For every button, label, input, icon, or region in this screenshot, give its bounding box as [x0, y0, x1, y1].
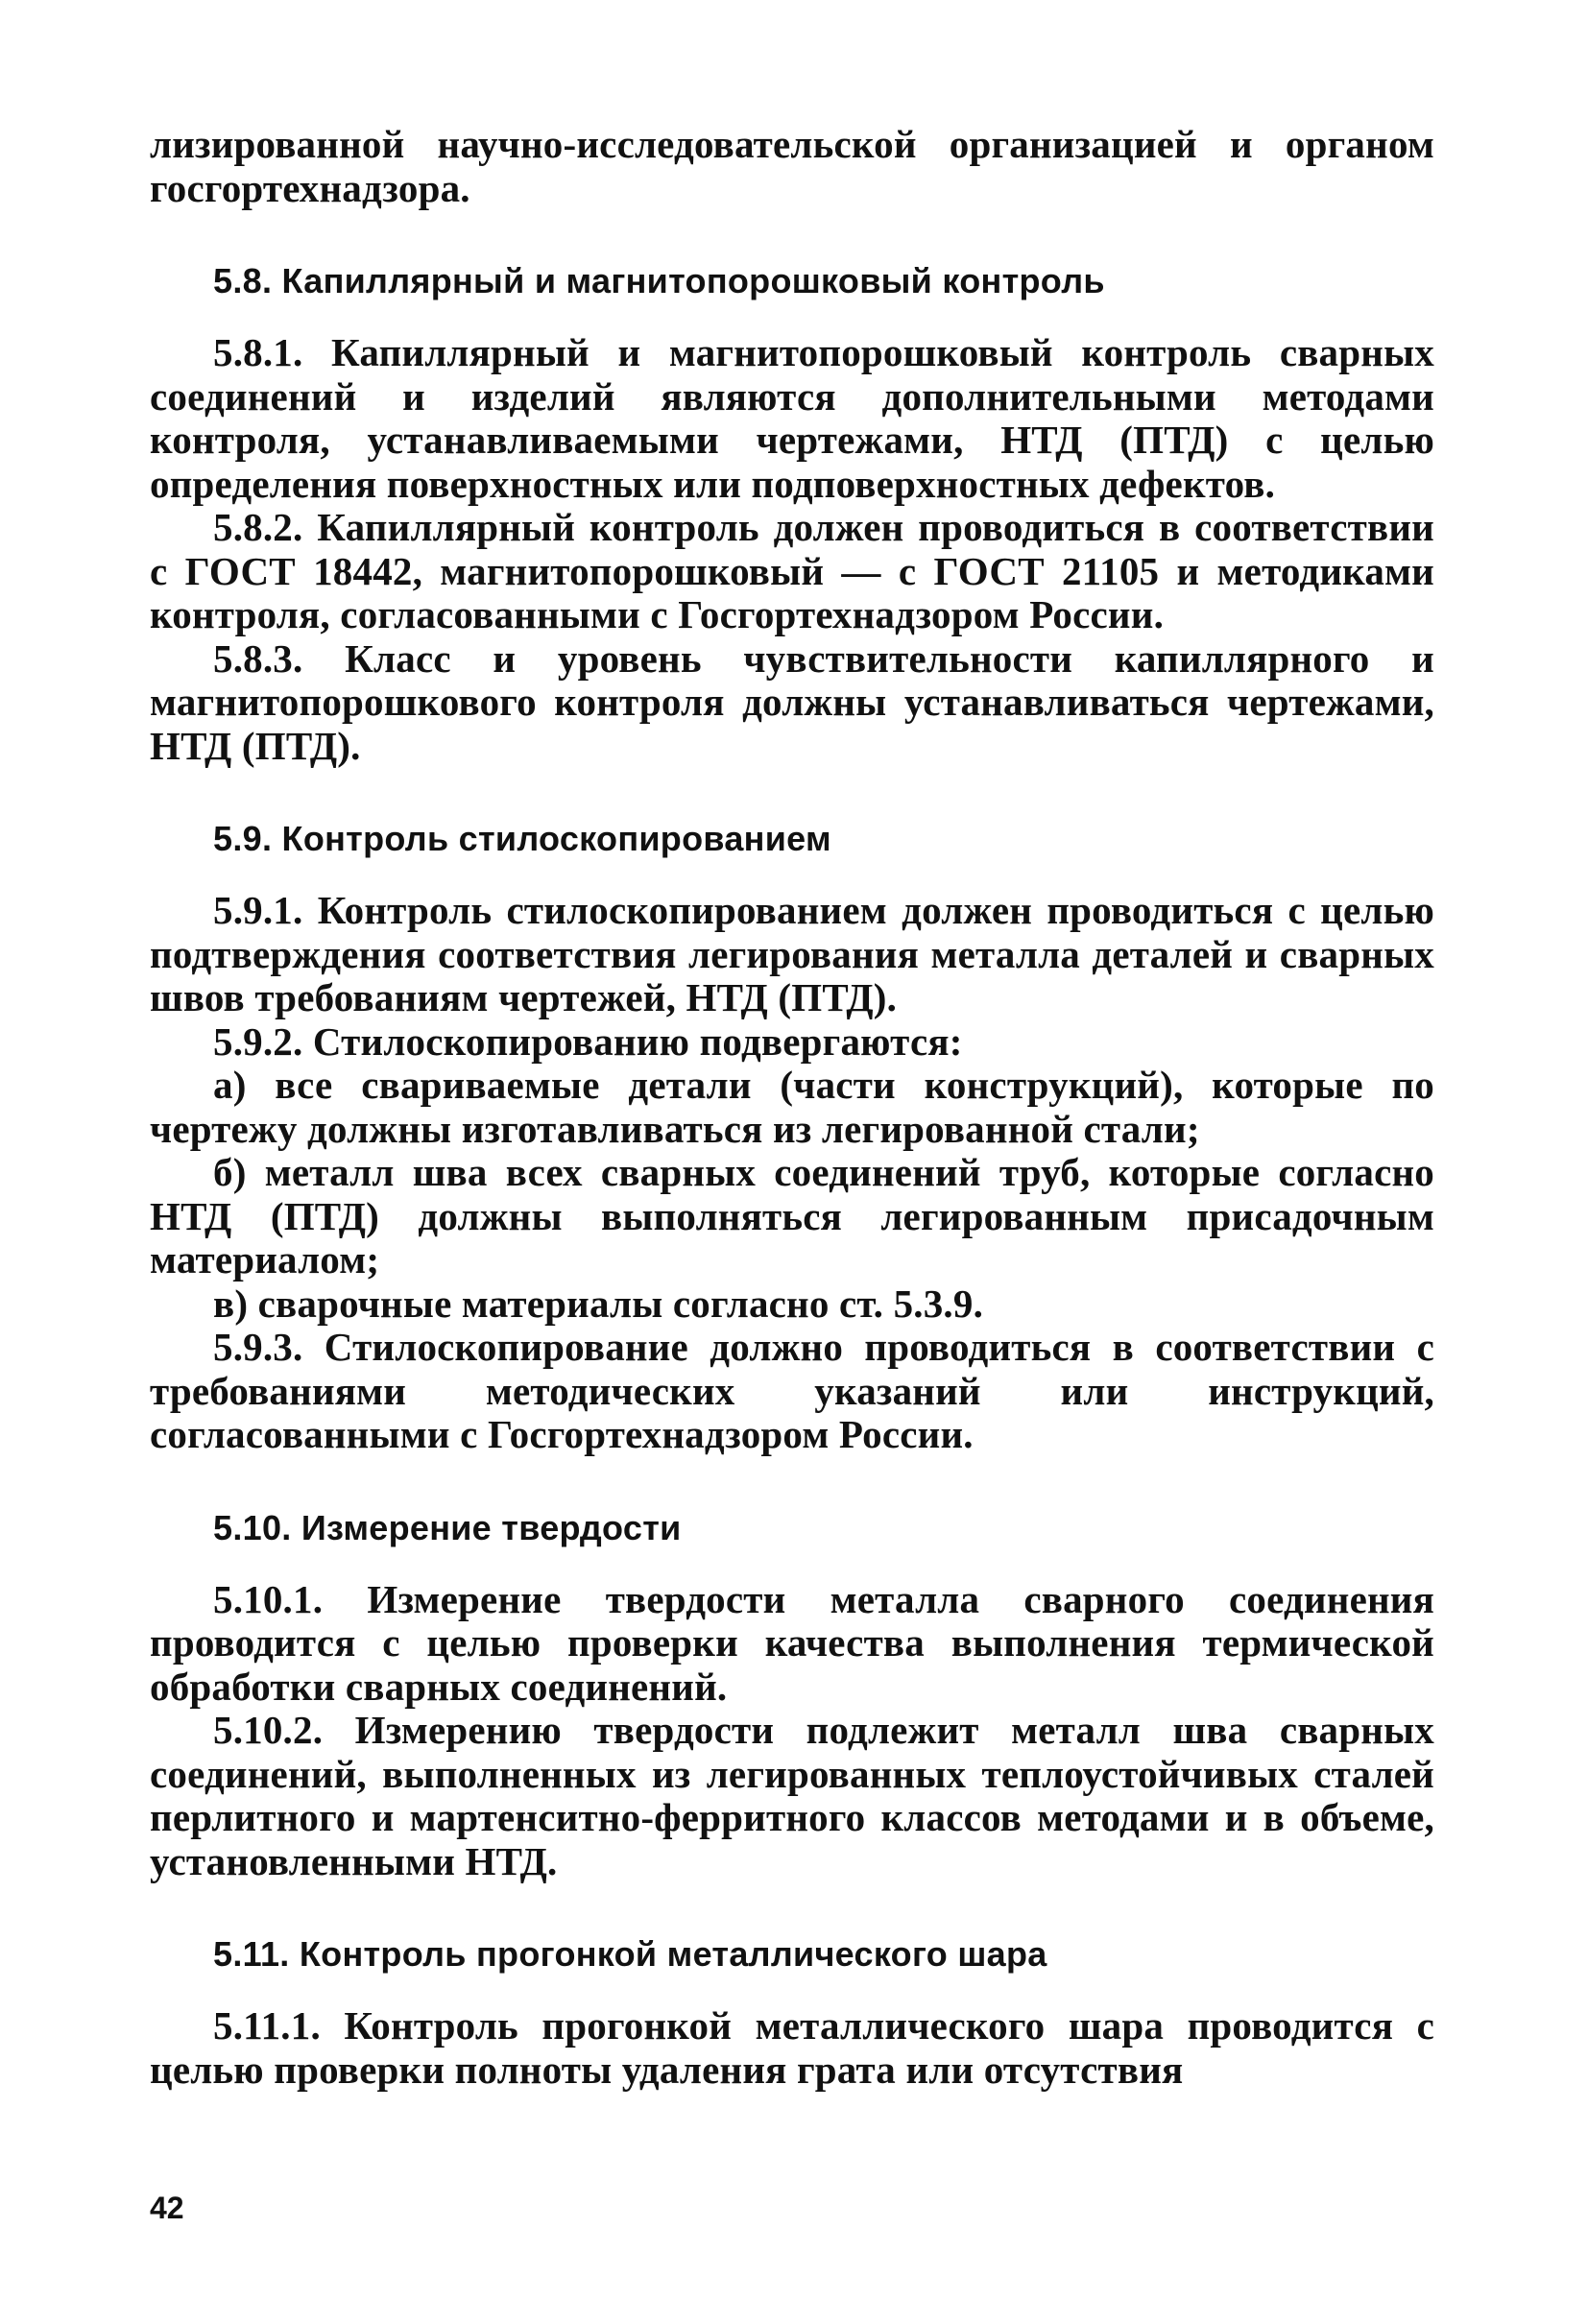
list-item-b: б) металл шва всех сварных соединений труб, которые согласно НТД (ПТД) должны выполняться легированным присадочным материалом; — [150, 1150, 1434, 1282]
paragraph-continuation: лизированной научно-исследовательской организацией и органом госгортехнадзора. — [150, 122, 1434, 210]
list-item-v: в) сварочные материалы согласно ст. 5.3.9. — [213, 1281, 984, 1326]
paragraph-5-8-2: 5.8.2. Капиллярный контроль должен проводиться в соответствии с ГОСТ 18442, магнитопорошковый — с ГОСТ 21105 и методиками контроля, согласованными с Госгортехнадзором России. — [150, 505, 1434, 636]
paragraph-5-8-3: 5.8.3. Класс и уровень чувствительности капиллярного и магнитопорошкового контроля должны устанавливаться чертежами, НТД (ПТД). — [150, 635, 1434, 768]
paragraph-5-8-1: 5.8.1. Капиллярный и магнитопорошковый контроль сварных соединений и изделий являются дополнительными методами контроля, устанавливаемыми чертежами, НТД (ПТД) с целью определения поверхностных или подповерхностных дефектов. — [150, 330, 1434, 506]
paragraph-5-9-1: 5.9.1. Контроль стилоскопированием должен проводиться с целью подтверждения соответствия легирования металла деталей и сварных швов требованиям чертежей, НТД (ПТД). — [150, 888, 1434, 1019]
paragraph-5-9-2: 5.9.2. Стилоскопированию подвергаются: — [213, 1018, 963, 1064]
paragraph-5-11-1: 5.11.1. Контроль прогонкой металлического шара проводится с целью проверки полноты удаления грата или отсутствия — [150, 2003, 1434, 2092]
paragraph-5-10-2: 5.10.2. Измерению твердости подлежит металл шва сварных соединений, выполненных из легированных теплоустойчивых сталей перлитного и мартенситно-ферритного классов методами и в объеме, установленными НТД. — [150, 1708, 1434, 1883]
paragraph-5-10-1: 5.10.1. Измерение твердости металла сварного соединения проводится с целью проверки качества выполнения термической обработки сварных соединений. — [150, 1576, 1434, 1709]
section-heading-5-10: 5.10. Измерение твердости — [213, 1507, 682, 1547]
paragraph-5-9-3: 5.9.3. Стилоскопирование должно проводиться в соответствии с требованиями методических указаний или инструкций, согласованными с Госгортехнадзором России. — [150, 1325, 1434, 1456]
section-heading-5-9: 5.9. Контроль стилоскопированием — [213, 819, 831, 858]
section-heading-5-8: 5.8. Капиллярный и магнитопорошковый контроль — [213, 261, 1105, 300]
section-heading-5-11: 5.11. Контроль прогонкой металлического шара — [213, 1934, 1047, 1974]
text-column — [150, 123, 1434, 2092]
page-number: 42 — [150, 2191, 184, 2225]
list-item-a: а) все свариваемые детали (части конструкций), которые по чертежу должны изготавливаться из легированной стали; — [150, 1063, 1434, 1151]
